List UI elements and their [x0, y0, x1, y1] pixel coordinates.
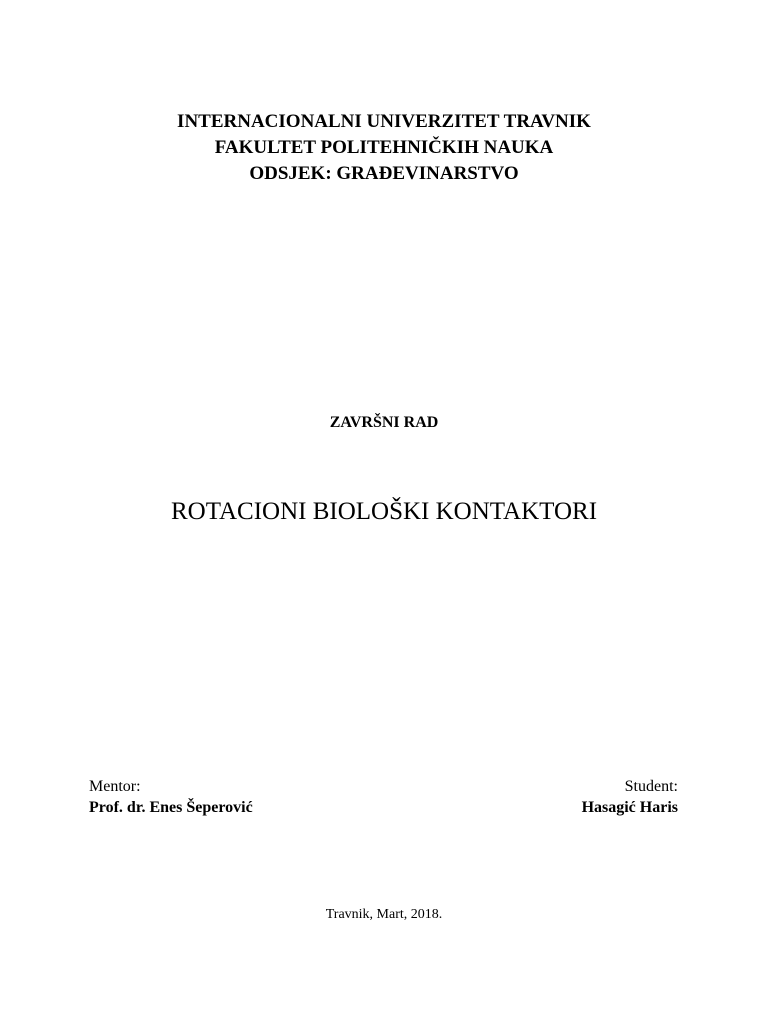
student-label: Student: [624, 778, 678, 795]
thesis-title: ROTACIONI BIOLOŠKI KONTAKTORI [170, 498, 598, 525]
department-name: ODSJEK: GRAĐEVINARSTVO [249, 163, 519, 184]
mentor-label: Mentor: [89, 778, 141, 795]
student-name: Hasagić Haris [581, 799, 678, 816]
thesis-type: ZAVRŠNI RAD [329, 414, 439, 431]
document-header [0, 109, 768, 187]
mentor-name: Prof. dr. Enes Šeperović [89, 799, 253, 816]
student-block [582, 776, 678, 818]
university-name: INTERNACIONALNI UNIVERZITET TRAVNIK [177, 111, 591, 132]
place-date: Travnik, Mart, 2018. [325, 907, 443, 922]
mentor-block [89, 776, 253, 818]
faculty-name: FAKULTET POLITEHNIČKIH NAUKA [214, 137, 554, 158]
